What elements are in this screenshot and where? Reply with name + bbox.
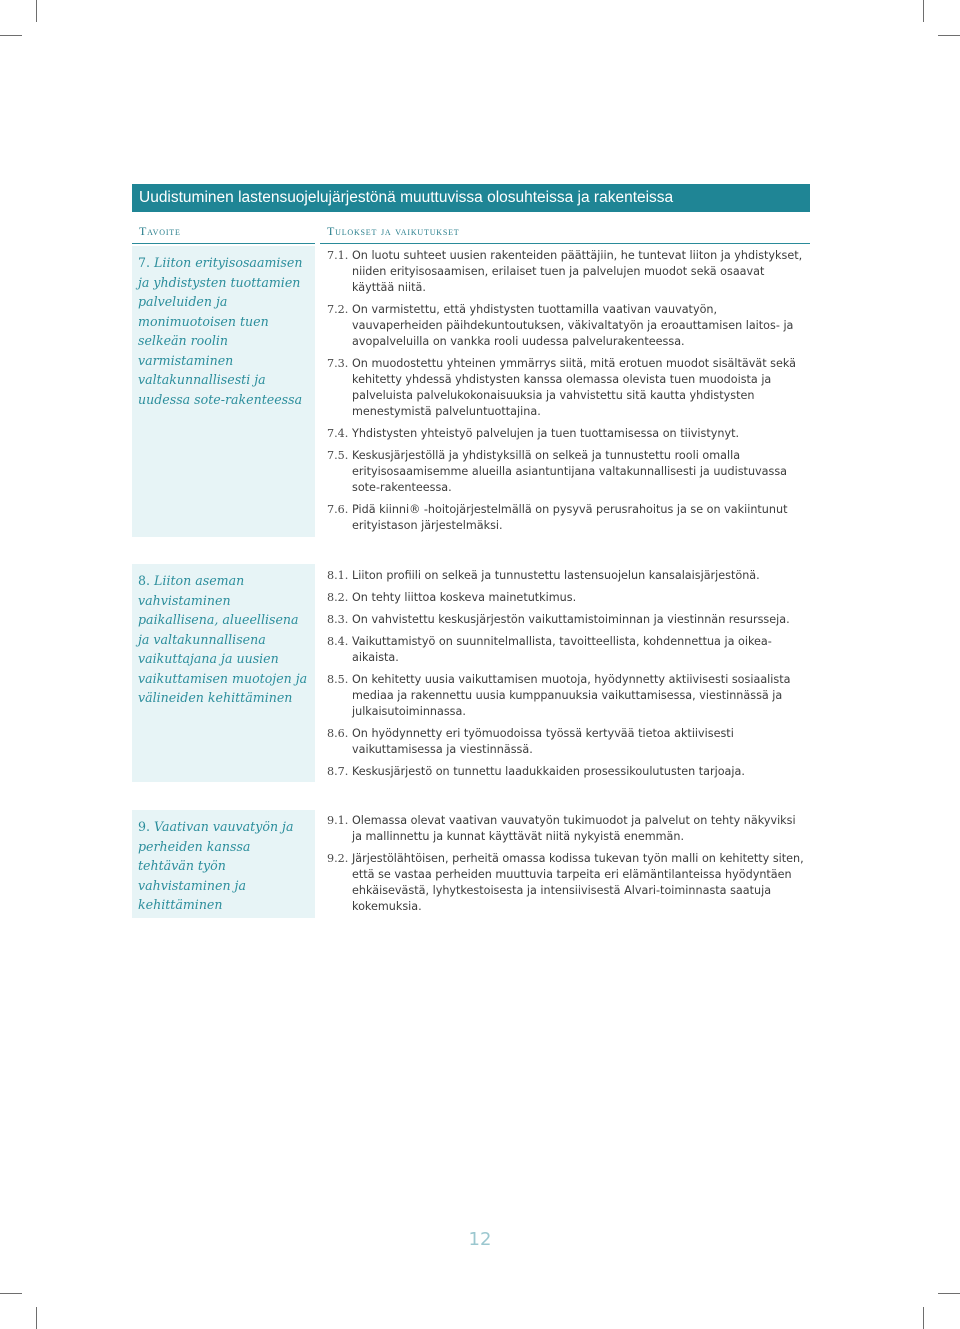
result-number: 8.5. xyxy=(327,673,349,686)
result-number: 8.2. xyxy=(327,591,349,604)
goal-text-8 xyxy=(138,571,309,708)
goal-text-9 xyxy=(138,817,309,915)
list-item xyxy=(327,426,807,442)
section-banner: Uudistuminen lastensuojelujärjestönä muuttuvissa olosuhteissa ja rakenteissa xyxy=(132,184,810,212)
goal-column-header: Tavoite xyxy=(132,224,315,244)
result-number: 8.7. xyxy=(327,765,349,778)
result-number: 8.3. xyxy=(327,613,349,626)
result-number: 7.6. xyxy=(327,503,349,516)
crop-mark xyxy=(938,1293,960,1294)
goal-number: 8. xyxy=(138,573,151,588)
result-number: 7.5. xyxy=(327,449,349,462)
list-item xyxy=(327,568,807,584)
list-item xyxy=(327,813,807,845)
crop-mark xyxy=(923,1307,924,1329)
result-text: Olemassa olevat vaativan vauvatyön tukimuodot ja palvelut on tehty näkyviksi ja mallinnettu ja kunnat käyttävät niitä nykyistä enemmän. xyxy=(352,814,796,843)
result-text: Pidä kiinni® -hoitojärjestelmällä on pysyvä perusrahoitus ja se on vakiintunut erityistason järjestelmäksi. xyxy=(352,503,788,532)
result-number: 8.4. xyxy=(327,635,349,648)
list-item xyxy=(327,672,807,720)
goal-box-9 xyxy=(132,810,315,918)
result-text: Vaikuttamistyö on suunnitelmallista, tavoitteellista, kohdennettua ja oikea-aikaista. xyxy=(352,635,772,664)
results-list-7 xyxy=(327,248,807,540)
result-text: Järjestölähtöisen, perheitä omassa kodissa tukevan työn malli on kehitetty siten, että se vastaa perheiden muuttuvia tarpeita eri elämäntilanteissa hyödyntäen ehkäisevästä, lyhytkestoisesta ja intensiivisestä Alvari-toiminnasta saatuja kokemuksia. xyxy=(352,852,804,913)
list-item xyxy=(327,502,807,534)
crop-mark xyxy=(923,0,924,22)
goal-description: Liiton erityisosaamisen ja yhdistysten tuottamien palveluiden ja monimuotoisen tuen selkeän roolin varmistaminen valtakunnallisesti ja uudessa sote-rakenteessa xyxy=(138,255,303,407)
result-number: 8.6. xyxy=(327,727,349,740)
goal-box-7 xyxy=(132,246,315,537)
result-number: 9.1. xyxy=(327,814,349,827)
results-column-header: Tulokset ja vaikutukset xyxy=(320,224,810,244)
goal-box-8 xyxy=(132,564,315,782)
result-number: 7.4. xyxy=(327,427,349,440)
crop-mark xyxy=(36,0,37,22)
page-number: 12 xyxy=(468,1229,492,1250)
goal-description: Liiton aseman vahvistaminen paikallisena, alueellisena ja valtakunnallisena vaikuttajana ja uusien vaikuttamisen muotojen ja välineiden kehittäminen xyxy=(138,573,308,705)
result-text: Keskusjärjestöllä ja yhdistyksillä on selkeä ja tunnustettu rooli omalla erityisosaamisemme alueilla asiantuntijana valtakunnallisesti ja uudistuvassa sote-rakenteessa. xyxy=(352,449,788,494)
list-item xyxy=(327,851,807,915)
list-item xyxy=(327,764,807,780)
list-item xyxy=(327,726,807,758)
result-text: On luotu suhteet uusien rakenteiden päättäjiin, he tuntevat liiton ja yhdistykset, niiden erityisosaamisen, erilaiset tuen ja palvelujen muodot sekä osaavat käyttää niitä. xyxy=(352,249,803,294)
result-text: Keskusjärjestö on tunnettu laadukkaiden prosessikoulutusten tarjoaja. xyxy=(352,765,745,778)
goal-number: 9. xyxy=(138,819,151,834)
result-text: On vahvistettu keskusjärjestön vaikuttamistoiminnan ja viestinnän resursseja. xyxy=(352,613,790,626)
crop-mark xyxy=(0,35,22,36)
result-number: 8.1. xyxy=(327,569,349,582)
result-number: 7.2. xyxy=(327,303,349,316)
result-number: 9.2. xyxy=(327,852,349,865)
result-number: 7.1. xyxy=(327,249,349,262)
list-item xyxy=(327,634,807,666)
crop-mark xyxy=(36,1307,37,1329)
results-list-9 xyxy=(327,813,807,921)
result-text: Yhdistysten yhteistyö palvelujen ja tuen tuottamisessa on tiivistynyt. xyxy=(352,427,740,440)
list-item xyxy=(327,612,807,628)
list-item xyxy=(327,302,807,350)
result-text: Liiton profiili on selkeä ja tunnustettu lastensuojelun kansalaisjärjestönä. xyxy=(352,569,760,582)
crop-mark xyxy=(938,35,960,36)
result-text: On varmistettu, että yhdistysten tuottamilla vaativan vauvatyön, vauvaperheiden päihdekuntoutuksen, väkivaltatyön ja eroauttamisen laitos- ja avopalveluilla on vankka rooli uudessa palvelurakenteessa. xyxy=(352,303,794,348)
result-text: On tehty liittoa koskeva mainetutkimus. xyxy=(352,591,577,604)
result-text: On hyödynnetty eri työmuodoissa työssä kertyvää tietoa aktiivisesti vaikuttamisessa ja viestinnässä. xyxy=(352,727,734,756)
result-text: On kehitetty uusia vaikuttamisen muotoja, hyödynnetty aktiivisesti sosiaalista mediaa ja rakennettu uusia kumppanuuksia vaikuttamisessa, viestinnässä ja julkaisutoiminnassa. xyxy=(352,673,791,718)
goal-number: 7. xyxy=(138,255,151,270)
goal-description: Vaativan vauvatyön ja perheiden kanssa tehtävän työn vahvistaminen ja kehittäminen xyxy=(138,819,294,912)
result-text: On muodostettu yhteinen ymmärrys siitä, mitä erotuen muodot sisältävät sekä kehitetty yhdessä yhdistysten kanssa olemassa olevista tuen muodoista ja palveluista palvelukokonaisuuksia ja vahvistettu sitä kautta yhdistysten menestymistä palveluntuottajina. xyxy=(352,357,796,418)
result-number: 7.3. xyxy=(327,357,349,370)
results-list-8 xyxy=(327,568,807,786)
list-item xyxy=(327,248,807,296)
goal-text-7 xyxy=(138,253,309,409)
crop-mark xyxy=(0,1293,22,1294)
list-item xyxy=(327,356,807,420)
list-item xyxy=(327,448,807,496)
list-item xyxy=(327,590,807,606)
